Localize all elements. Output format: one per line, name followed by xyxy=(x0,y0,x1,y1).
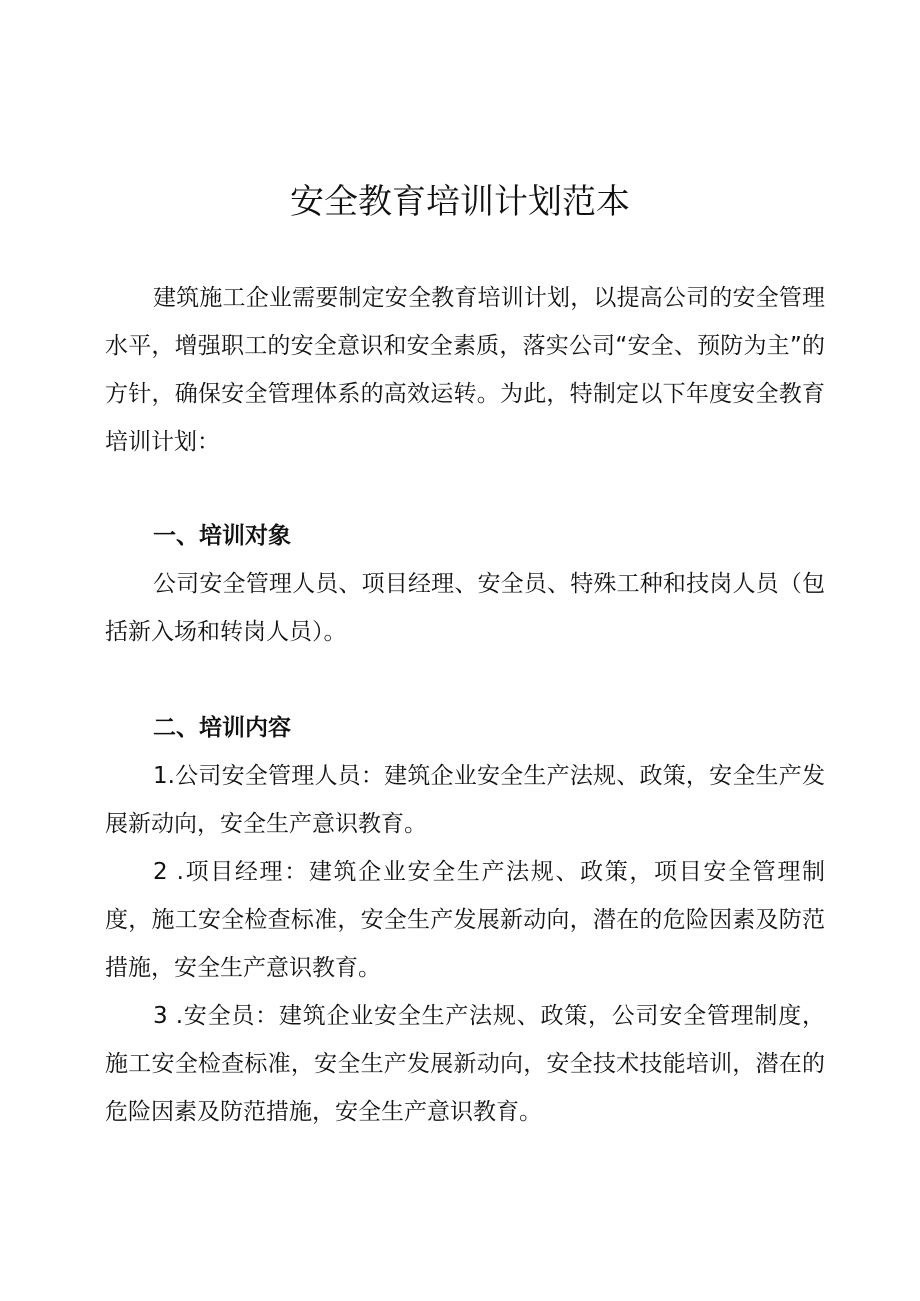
paragraph-training-targets: 公司安全管理人员、项目经理、安全员、特殊工种和技岗人员（包括新入场和转岗人员）。 xyxy=(105,571,825,645)
section-heading-training-content: 二、培训内容 xyxy=(153,715,291,741)
paragraph-content-safety-managers: 1.公司安全管理人员：建筑企业安全生产法规、政策，安全生产发展新动向，安全生产意识教育。 xyxy=(105,763,825,837)
section-heading-training-targets: 一、培训对象 xyxy=(153,523,291,549)
document-title: 安全教育培训计划范本 xyxy=(290,182,630,222)
paragraph-content-project-managers: 2 .项目经理：建筑企业安全生产法规、政策，项目安全管理制度，施工安全检查标准，安全生产发展新动向，潜在的危险因素及防范措施，安全生产意识教育。 xyxy=(105,859,825,981)
paragraph-content-safety-officers: 3 .安全员：建筑企业安全生产法规、政策，公司安全管理制度，施工安全检查标准，安全生产发展新动向，安全技术技能培训，潜在的危险因素及防范措施，安全生产意识教育。 xyxy=(105,1003,825,1125)
intro-paragraph: 建筑施工企业需要制定安全教育培训计划，以提高公司的安全管理水平，增强职工的安全意识和安全素质，落实公司“安全、预防为主”的方针，确保安全管理体系的高效运转。为此，特制定以下年度安全教育培训计划： xyxy=(105,285,825,455)
